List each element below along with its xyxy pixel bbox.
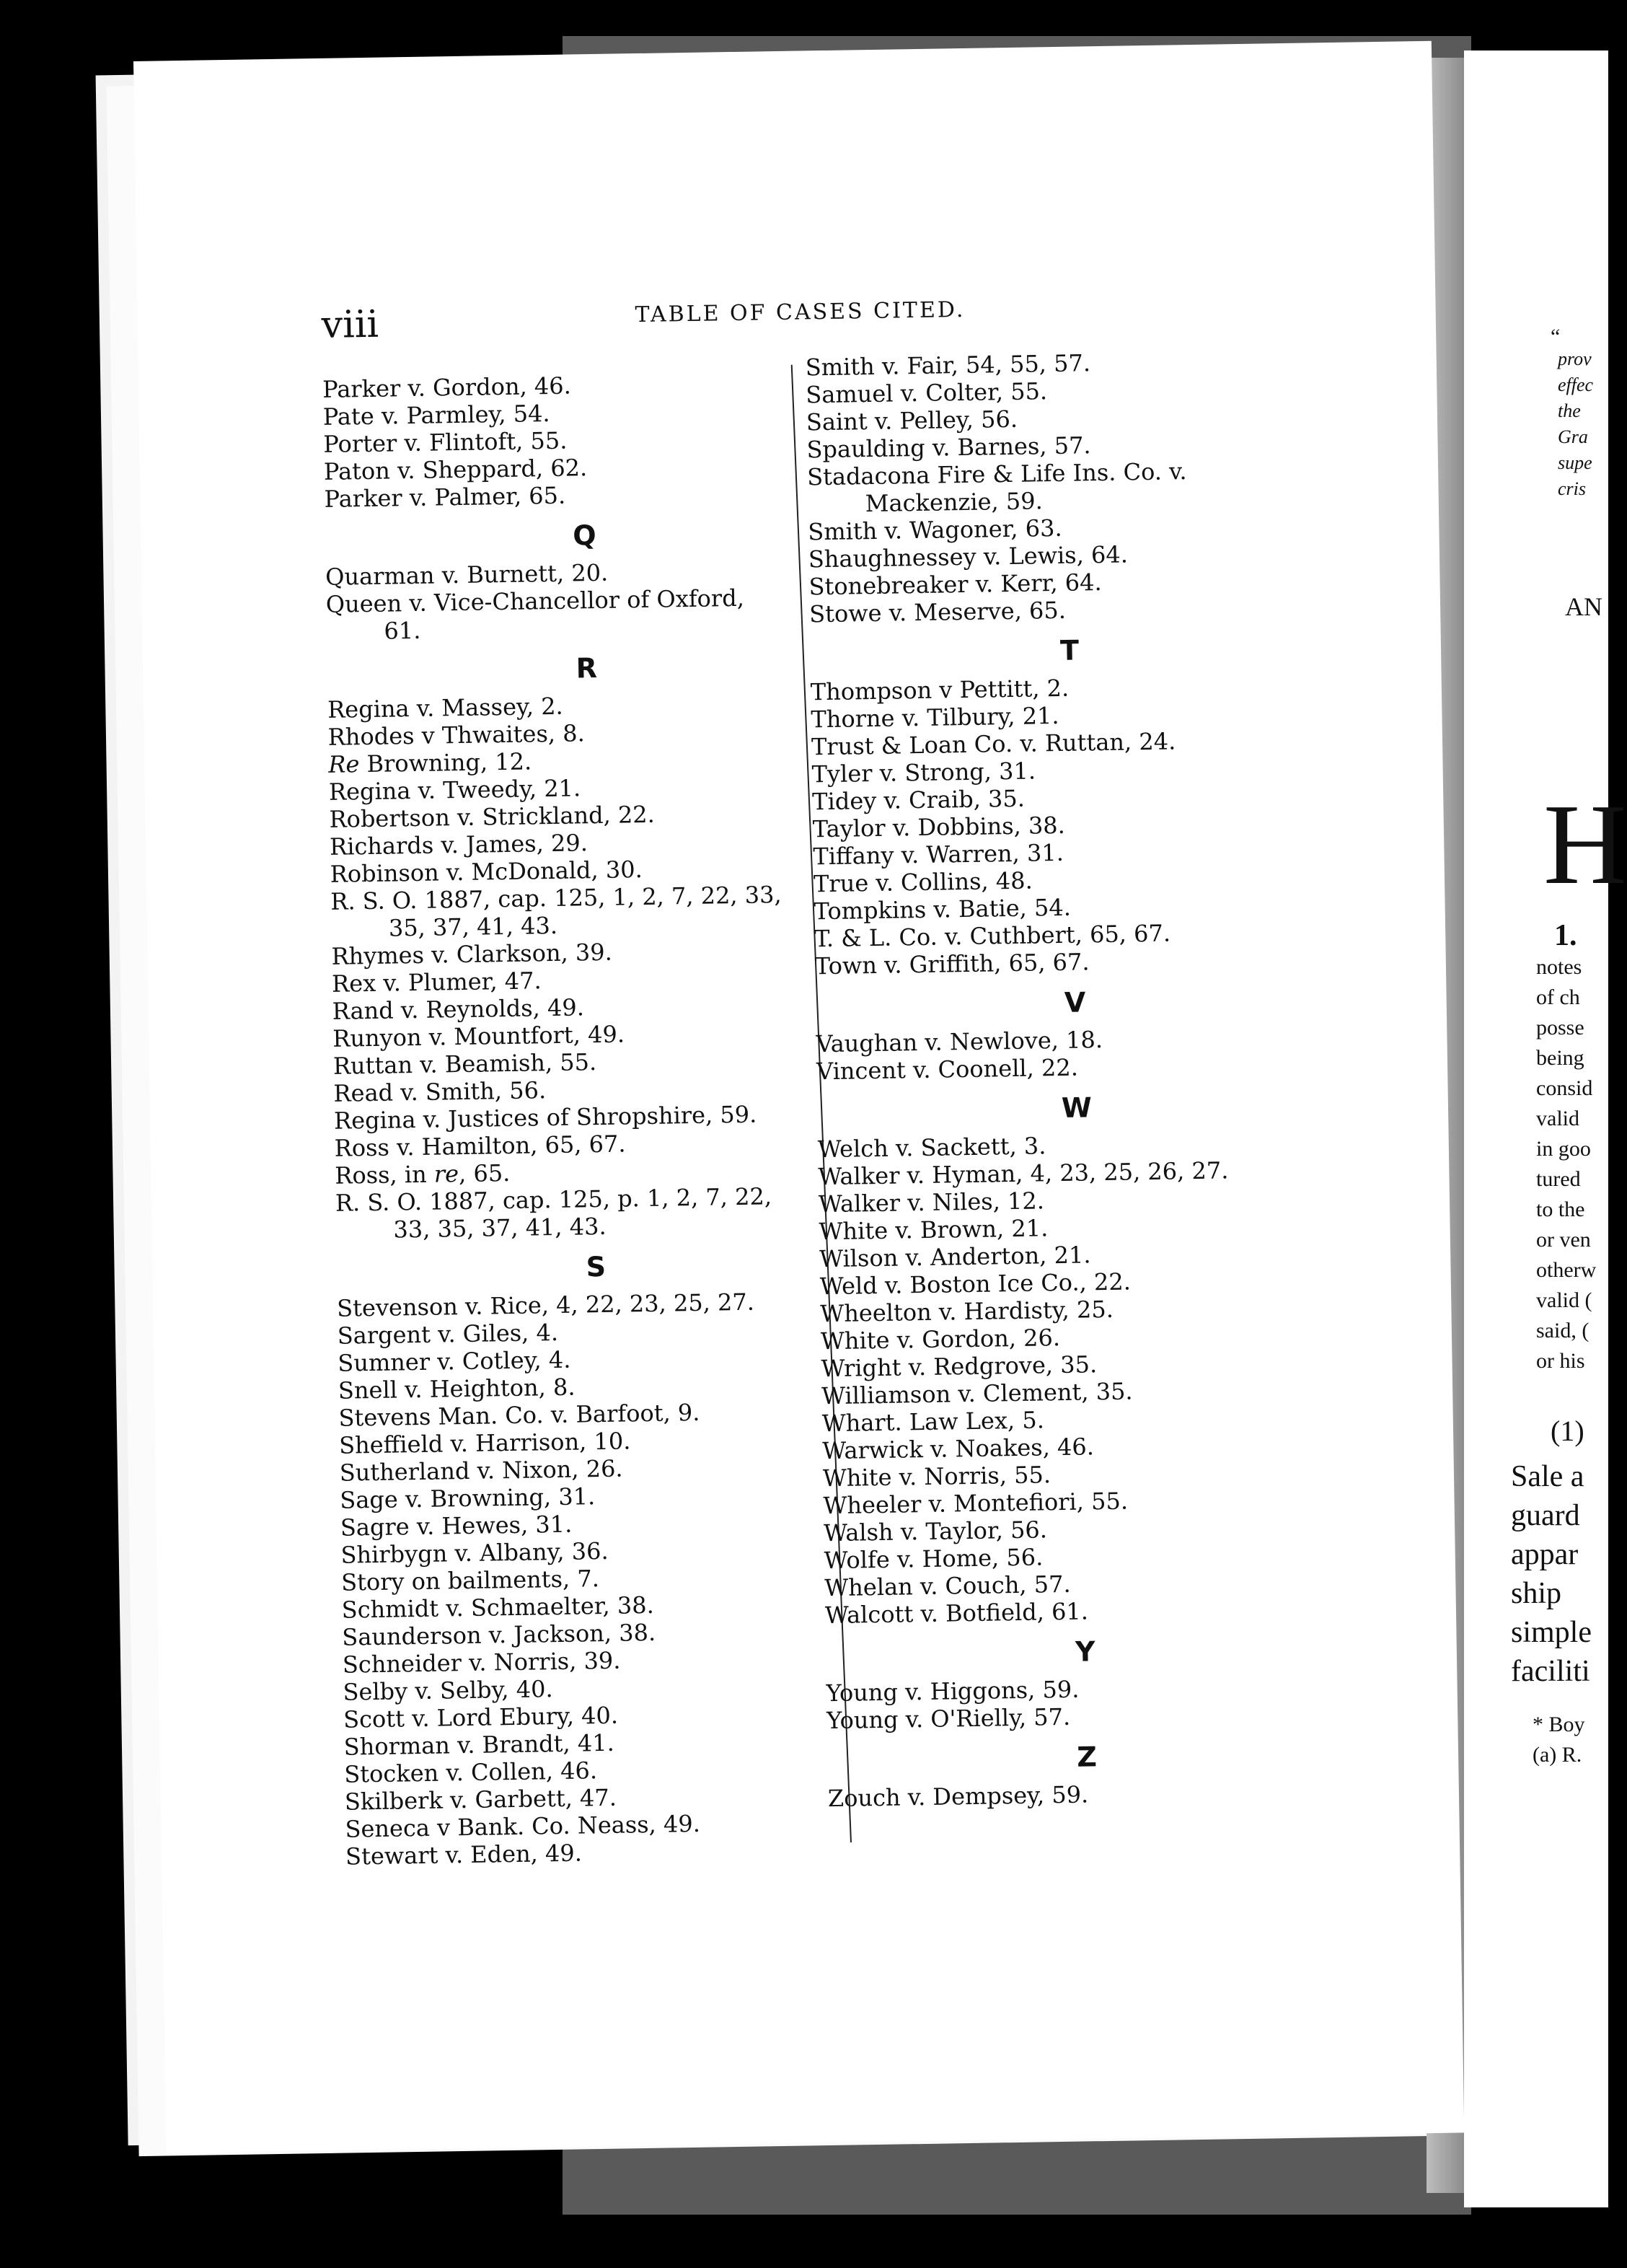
section-letter: Z [1076, 1741, 1098, 1773]
facing-line: consid [1536, 1076, 1593, 1100]
facing-line: * Boy [1533, 1713, 1585, 1736]
case-entry: Wright v. Redgrove, 35. [821, 1350, 1098, 1383]
case-entry: Ross v. Hamilton, 65, 67. [334, 1130, 626, 1162]
case-entry: Williamson v. Clement, 35. [821, 1377, 1133, 1410]
facing-line: cris [1558, 478, 1586, 499]
facing-line: effec [1558, 374, 1594, 395]
case-entry: R. S. O. 1887, cap. 125, p. 1, 2, 7, 22, [335, 1182, 772, 1217]
case-entry: Saunderson v. Jackson, 38. [342, 1618, 656, 1651]
case-entry: Paton v. Sheppard, 62. [323, 454, 588, 485]
case-entry: Runyon v. Mountfort, 49. [332, 1020, 625, 1052]
facing-line: prov [1558, 348, 1592, 369]
case-entry: Young v. Higgons, 59. [826, 1675, 1080, 1707]
case-entry: Quarman v. Burnett, 20. [325, 558, 609, 591]
case-entry: Sage v. Browning, 31. [340, 1482, 596, 1514]
case-entry: Parker v. Palmer, 65. [324, 481, 566, 513]
case-entry: True v. Collins, 48. [813, 866, 1033, 898]
case-entry: Tiffany v. Warren, 31. [813, 838, 1064, 871]
facing-line: said, ( [1536, 1319, 1589, 1342]
case-entry: Vaughan v. Newlove, 18. [816, 1026, 1103, 1058]
facing-line: appar [1511, 1538, 1579, 1571]
case-entry: T. & L. Co. v. Cuthbert, 65, 67. [814, 919, 1171, 953]
case-entry: Stevenson v. Rice, 4, 22, 23, 25, 27. [336, 1288, 755, 1322]
case-entry: Regina v. Tweedy, 21. [328, 774, 581, 806]
case-entry-text: Ross, in [335, 1160, 435, 1190]
facing-line: Gra [1558, 426, 1588, 447]
case-entry: Wheeler v. Montefiori, 55. [823, 1487, 1129, 1520]
facing-line: supe [1558, 452, 1592, 473]
facing-line: being [1536, 1046, 1584, 1070]
case-entry: Vincent v. Coonell, 22. [816, 1053, 1079, 1086]
facing-line: posse [1536, 1016, 1584, 1040]
case-entry: Whelan v. Couch, 57. [824, 1570, 1071, 1602]
case-entry: Porter v. Flintoft, 55. [323, 426, 568, 458]
case-entry-continuation: Mackenzie, 59. [865, 487, 1043, 518]
case-entry: Welch v. Sackett, 3. [817, 1132, 1046, 1164]
case-entry: Parker v. Gordon, 46. [322, 372, 572, 403]
facing-line: Sale a [1511, 1460, 1584, 1493]
case-entry: Stevens Man. Co. v. Barfoot, 9. [338, 1398, 700, 1432]
case-entry: Weld v. Boston Ice Co., 22. [819, 1267, 1132, 1301]
case-entry-continuation: 61. [384, 616, 421, 645]
case-entry: Stewart v. Eden, 49. [345, 1839, 583, 1871]
case-entry: Rex v. Plumer, 47. [331, 967, 542, 998]
case-entry: Robinson v. McDonald, 30. [330, 856, 643, 888]
case-entry: Schmidt v. Schmaelter, 38. [341, 1591, 655, 1624]
case-entry: Thorne v. Tilbury, 21. [811, 701, 1059, 734]
case-entry: Story on bailments, 7. [340, 1565, 600, 1596]
case-entry: Shaughnessey v. Lewis, 64. [808, 540, 1129, 573]
facing-drop-cap: H [1543, 780, 1627, 908]
case-entry: Warwick v. Noakes, 46. [822, 1433, 1095, 1465]
index-page [133, 41, 1464, 2153]
case-entry: Rand v. Reynolds, 49. [332, 993, 585, 1025]
case-entry: Sheffield v. Harrison, 10. [338, 1427, 631, 1459]
case-entry: Pate v. Parmley, 54. [322, 399, 550, 431]
case-entry: Walsh v. Taylor, 56. [823, 1516, 1048, 1547]
facing-quote-mark: “ [1551, 325, 1561, 348]
case-entry: Sumner v. Cotley, 4. [338, 1345, 571, 1377]
case-entry: Spaulding v. Barnes, 57. [806, 431, 1091, 464]
facing-line: notes [1536, 955, 1582, 979]
case-entry: Rhymes v. Clarkson, 39. [331, 938, 613, 970]
case-entry: Wheelton v. Hardisty, 25. [820, 1295, 1114, 1328]
case-entry: Saint v. Pelley, 56. [806, 405, 1018, 436]
case-entry: Tidey v. Craib, 35. [811, 784, 1026, 816]
facing-paragraph-number: (1) [1551, 1415, 1584, 1447]
case-entry: Sagre v. Hewes, 31. [340, 1510, 573, 1542]
section-letter: V [1064, 986, 1086, 1019]
case-entry: Schneider v. Norris, 39. [342, 1646, 621, 1679]
case-entry: Seneca v Bank. Co. Neass, 49. [345, 1809, 701, 1843]
case-entry-text: , 65. [458, 1159, 511, 1188]
facing-line: valid ( [1536, 1288, 1592, 1312]
case-entry: Young v. O'Rielly, 57. [826, 1702, 1071, 1735]
case-entry: Wolfe v. Home, 56. [824, 1543, 1044, 1575]
case-entry: White v. Brown, 21. [819, 1214, 1049, 1246]
case-entry: Snell v. Heighton, 8. [338, 1373, 576, 1405]
running-head: TABLE OF CASES CITED. [635, 296, 966, 328]
case-entry: Wilson v. Anderton, 21. [819, 1241, 1091, 1273]
case-entry: Thompson v Pettitt, 2. [810, 674, 1070, 706]
case-entry: Richards v. James, 29. [329, 829, 588, 861]
facing-line: of ch [1536, 985, 1580, 1009]
facing-paragraph-lines [1536, 952, 1596, 1376]
facing-page [1464, 50, 1627, 2207]
case-entry: Walcott v. Botfield, 61. [824, 1597, 1089, 1630]
facing-line: valid [1536, 1107, 1579, 1130]
case-entry: Stocken v. Collen, 46. [344, 1757, 598, 1788]
facing-line: faciliti [1511, 1655, 1590, 1688]
facing-line: tured [1536, 1167, 1581, 1191]
case-entry: Sargent v. Giles, 4. [337, 1318, 559, 1350]
case-entry: Selby v. Selby, 40. [343, 1675, 553, 1706]
facing-footnotes [1533, 1710, 1585, 1770]
case-entry: Regina v. Massey, 2. [327, 692, 563, 724]
section-letter: R [576, 652, 598, 685]
facing-section-number: 1. [1554, 919, 1577, 952]
section-letter: Q [572, 519, 596, 552]
facing-line: guard [1511, 1499, 1580, 1532]
case-entry: Stadacona Fire & Life Ins. Co. v. [806, 457, 1187, 491]
case-entry: White v. Norris, 55. [822, 1461, 1051, 1493]
case-entry: Walker v. Hyman, 4, 23, 25, 26, 27. [818, 1156, 1229, 1191]
right-column [805, 346, 1347, 1812]
case-entry: Shorman v. Brandt, 41. [343, 1728, 614, 1761]
case-entry: Sutherland v. Nixon, 26. [339, 1454, 623, 1487]
case-entry: Town v. Griffith, 65, 67. [814, 948, 1090, 980]
facing-line: (a) R. [1533, 1743, 1582, 1767]
case-entry: R. S. O. 1887, cap. 125, 1, 2, 7, 22, 33, [330, 881, 782, 915]
facing-line: to the [1536, 1197, 1585, 1221]
section-letter: S [586, 1250, 607, 1283]
case-entry: Smith v. Fair, 54, 55, 57. [805, 349, 1091, 382]
facing-line: simple [1511, 1616, 1592, 1649]
case-entry: White v. Gordon, 26. [820, 1324, 1061, 1355]
facing-large-lines [1511, 1457, 1592, 1691]
case-entry-italic: Re [328, 750, 360, 778]
facing-italic-lines [1558, 346, 1593, 502]
case-entry: Walker v. Niles, 12. [818, 1187, 1045, 1218]
facing-line: otherw [1536, 1258, 1597, 1282]
facing-line: or ven [1536, 1228, 1591, 1252]
case-entry: Smith v. Wagoner, 63. [808, 514, 1062, 546]
case-entry: Whart. Law Lex, 5. [821, 1406, 1045, 1438]
case-entry-text: Browning, 12. [359, 747, 532, 778]
case-entry: Stowe v. Meserve, 65. [808, 596, 1067, 628]
case-entry: Rhodes v Thwaites, 8. [327, 719, 585, 751]
case-entry-continuation: 33, 35, 37, 41, 43. [393, 1212, 607, 1244]
facing-heading-fragment: AN [1565, 592, 1602, 621]
case-entry: Robertson v. Strickland, 22. [329, 800, 656, 833]
case-entry: Skilberk v. Garbett, 47. [344, 1783, 617, 1816]
case-entry: Ruttan v. Beamish, 55. [332, 1048, 597, 1080]
case-entry: Samuel v. Colter, 55. [806, 377, 1048, 409]
facing-line: in goo [1536, 1137, 1591, 1161]
section-letter: W [1061, 1091, 1093, 1124]
case-entry: Read v. Smith, 56. [333, 1076, 547, 1107]
case-entry-continuation: 35, 37, 41, 43. [388, 911, 558, 942]
case-entry: Regina v. Justices of Shropshire, 59. [333, 1100, 757, 1135]
case-entry: Zouch v. Dempsey, 59. [827, 1780, 1089, 1813]
facing-line: or his [1536, 1349, 1585, 1373]
facing-line: ship [1511, 1577, 1562, 1610]
page-number: viii [321, 302, 379, 347]
case-entry: Taylor v. Dobbins, 38. [812, 811, 1066, 843]
left-column [322, 368, 865, 1871]
case-entry: Shirbygn v. Albany, 36. [340, 1537, 609, 1569]
section-letter: T [1059, 634, 1080, 667]
case-entry-italic: re [433, 1160, 459, 1188]
section-letter: Y [1075, 1635, 1095, 1668]
case-entry: Stonebreaker v. Kerr, 64. [808, 568, 1102, 601]
case-entry: Tompkins v. Batie, 54. [814, 893, 1072, 926]
case-entry: Trust & Loan Co. v. Ruttan, 24. [811, 727, 1176, 761]
case-entry: Tyler v. Strong, 31. [811, 757, 1036, 788]
case-entry: Scott v. Lord Ebury, 40. [343, 1701, 619, 1733]
facing-line: the [1558, 400, 1581, 421]
case-entry: Queen v. Vice-Chancellor of Oxford, [325, 584, 745, 618]
